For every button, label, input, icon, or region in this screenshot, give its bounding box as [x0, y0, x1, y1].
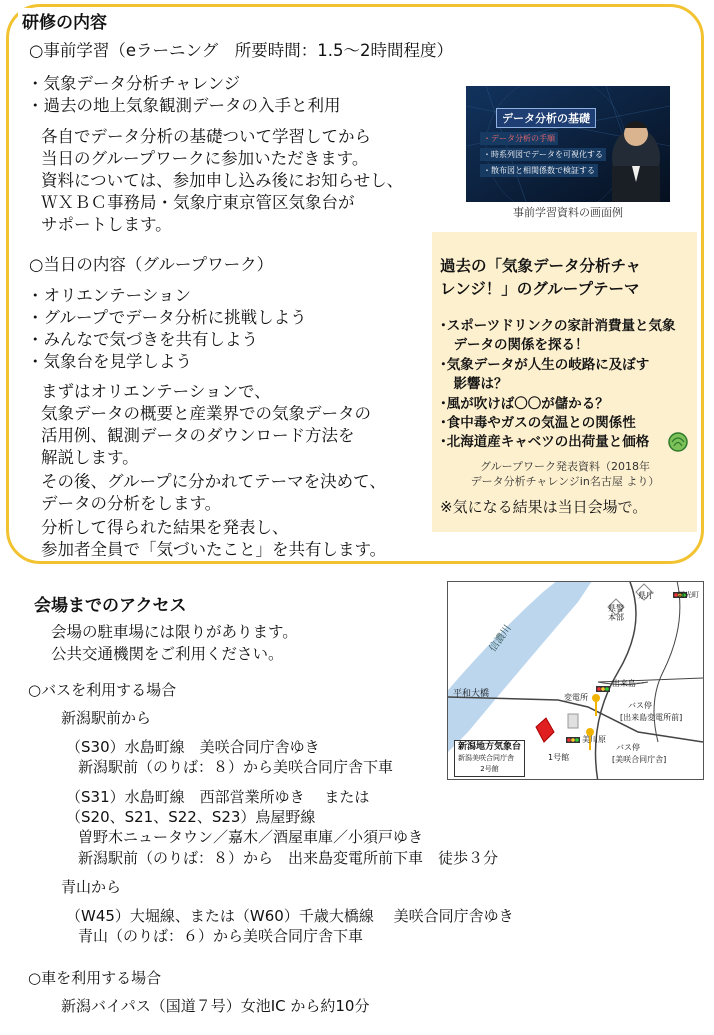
thumb-line: ・データ分析の手順	[480, 132, 558, 145]
map-office-sub: 2号館	[480, 765, 499, 773]
theme-item: ･スポーツドリンクの家計消費量と気象	[440, 318, 676, 334]
map-label: [出来島変電所前]	[620, 713, 683, 722]
map-label: 出来島一	[612, 679, 644, 688]
pre-desc-line: 資料については、参加申し込み後にお知らせし、	[41, 171, 404, 190]
day-desc-line: 解説します。	[41, 448, 139, 467]
day-desc-line: 活用例、観測データのダウンロード方法を	[41, 426, 355, 445]
theme-item: ･風が吹けば〇〇が儲かる？	[440, 396, 609, 412]
thumb-caption: 事前学習資料の画面例	[513, 206, 623, 219]
pre-desc-line: 当日のグループワークに参加いただきます。	[41, 149, 369, 168]
bus-route-line: （S31）水島町線 西部営業所ゆき または	[66, 788, 370, 806]
map-river-label: 信濃川	[487, 623, 514, 655]
pre-desc-line: 各自でデータ分析の基礎ついて学習してから	[41, 127, 371, 146]
theme-item: データの関係を探る！	[440, 337, 589, 353]
bus-route-line: 曽野木ニュータウン／嘉木／酒屋車庫／小須戸ゆき	[78, 828, 424, 846]
thumb-line: ・時系列図でデータを可視化する	[480, 148, 606, 161]
map-office-box	[454, 740, 525, 777]
map-label: 県警本部	[608, 604, 624, 622]
access-intro: 公共交通機関をご利用ください。	[51, 645, 284, 663]
themes-heading: レンジ！」のグループテーマ	[440, 280, 640, 298]
map-label: [美咲合同庁舎]	[612, 755, 667, 764]
day-desc-line: 分析して得られた結果を発表し、	[41, 518, 289, 537]
day-heading: ○当日の内容（グループワーク）	[29, 255, 274, 274]
map-label: バス停	[616, 743, 640, 752]
map-label: 美川原	[582, 735, 606, 744]
map-label: 変電所	[564, 693, 588, 702]
map-label: 新光町	[678, 591, 699, 599]
bus-route-line: （W45）大堀線、または（W60）千歳大橋線 美咲合同庁舎ゆき	[66, 907, 514, 925]
theme-item: 影響は？	[440, 376, 508, 392]
day-item: ・みんなで気づきを共有しよう	[27, 330, 258, 349]
elearning-screenshot	[466, 86, 670, 202]
day-desc-line: まずはオリエンテーションで、	[41, 382, 271, 401]
day-desc-line: 気象データの概要と産業界での気象データの	[41, 404, 371, 423]
day-item: ・グループでデータ分析に挑戦しよう	[27, 308, 307, 327]
cabbage-icon	[666, 430, 690, 452]
day-desc-line: その後、グループに分かれてテーマを決めて、	[41, 472, 386, 491]
access-heading: 会場までのアクセス	[34, 596, 187, 616]
bus-from: 新潟駅前から	[61, 709, 152, 727]
access-intro: 会場の駐車場には限りがあります。	[51, 623, 298, 641]
theme-item: ･北海道産キャベツの出荷量と価格	[440, 434, 650, 450]
themes-caption: グループワーク発表資料（2018年	[479, 460, 651, 473]
map-office-sub: 新潟美咲合同庁舎	[458, 754, 514, 762]
themes-heading: 過去の「気象データ分析チャ	[440, 257, 642, 275]
access-map	[447, 581, 704, 780]
pre-desc-line: ＷＸＢＣ事務局・気象庁東京管区気象台が	[41, 193, 355, 212]
map-label: 県庁	[638, 591, 654, 600]
car-heading: ○車を利用する場合	[28, 969, 162, 987]
bus-route-line: （S30）水島町線 美咲合同庁舎ゆき	[66, 738, 320, 756]
bus-from: 青山から	[61, 878, 122, 896]
theme-item: ･食中毒やガスの気温との関係性	[440, 415, 636, 431]
training-heading: 研修の内容	[18, 8, 111, 33]
pre-item: ・過去の地上気象観測データの入手と利用	[27, 96, 341, 115]
day-item: ・気象台を見学しよう	[27, 352, 192, 371]
bus-route-line: 新潟駅前（のりば：８）から 出来島変電所前下車 徒歩３分	[78, 849, 499, 867]
pre-learning-heading: ○事前学習（eラーニング 所要時間：1.5～2時間程度）	[29, 41, 453, 60]
car-route: 新潟バイパス（国道７号）女池IC から約10分	[61, 997, 370, 1015]
themes-caption: データ分析チャレンジin名古屋 より）	[470, 475, 660, 488]
map-label: 1号館	[548, 753, 570, 762]
map-label: バス停	[628, 701, 652, 710]
bus-route-line: 新潟駅前（のりば：８）から美咲合同庁舎下車	[78, 758, 394, 776]
thumb-line: ・散布図と相関係数で検証する	[480, 164, 598, 177]
day-desc-line: データの分析をします。	[41, 494, 222, 513]
thumb-title: データ分析の基礎	[496, 108, 596, 128]
themes-note: ※気になる結果は当日会場で。	[440, 498, 648, 516]
day-item: ・オリエンテーション	[27, 286, 192, 305]
bus-route-line: （S20、S21、S22、S23）鳥屋野線	[66, 808, 316, 826]
pre-item: ・気象データ分析チャレンジ	[27, 74, 241, 93]
bus-heading: ○バスを利用する場合	[28, 681, 177, 699]
pre-desc-line: サポートします。	[41, 215, 172, 234]
day-desc-line: 参加者全員で「気づいたこと」を共有します。	[41, 540, 387, 559]
map-office-label: 新潟地方気象台	[458, 742, 522, 752]
bus-route-line: 青山（のりば：６）から美咲合同庁舎下車	[78, 927, 364, 945]
map-bridge-label: 平和大橋	[453, 689, 490, 699]
theme-item: ･気象データが人生の岐路に及ぼす	[440, 357, 650, 373]
